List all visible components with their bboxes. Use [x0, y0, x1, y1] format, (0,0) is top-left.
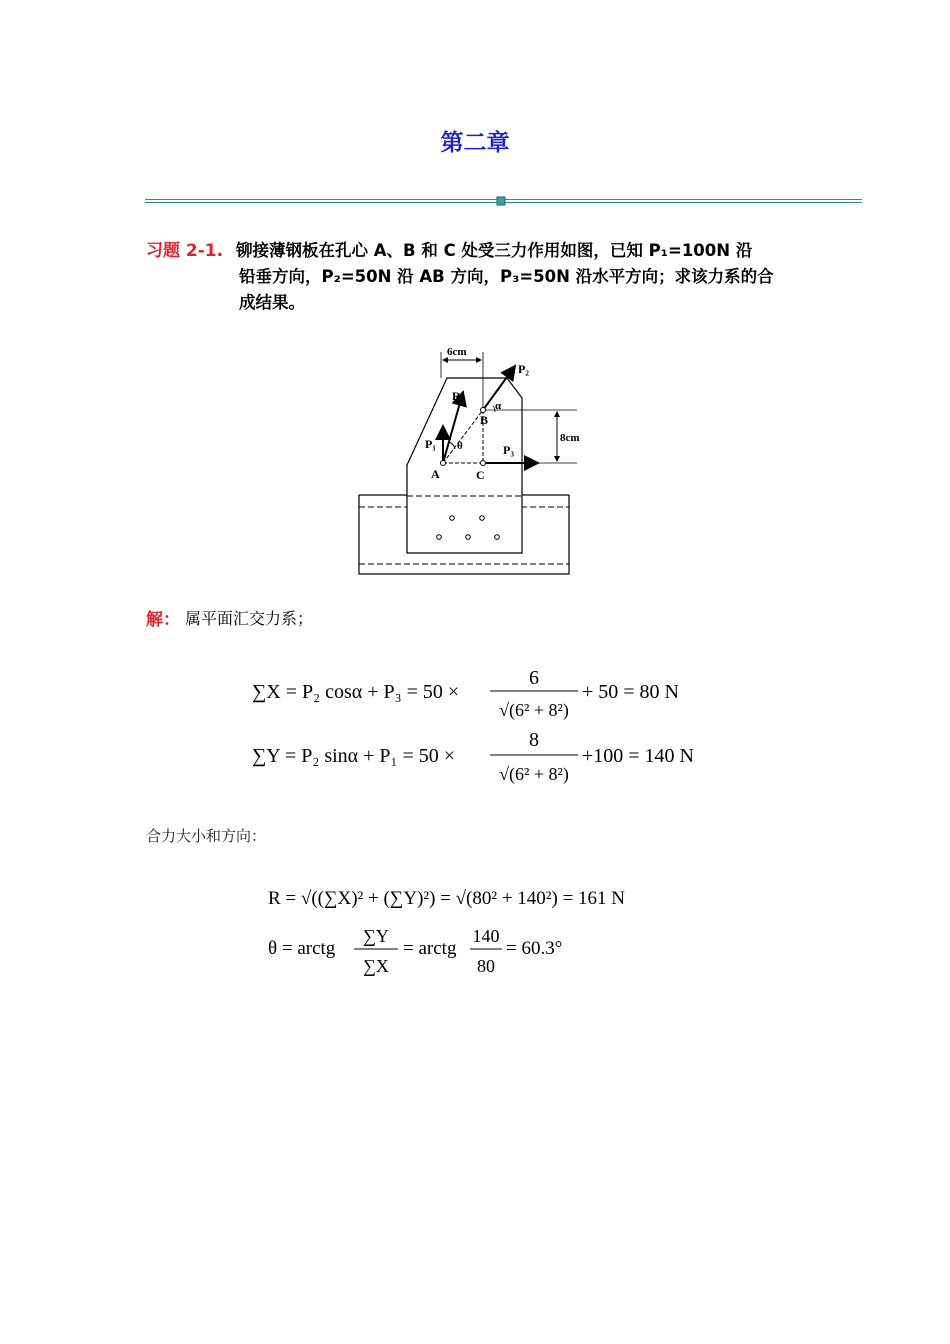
eq-x-lhs: ∑X = P₂ cosα + P₃ = 50 × [252, 681, 460, 703]
force-p3-label: P₃ [503, 443, 514, 457]
dim-width-label: 6cm [447, 346, 467, 358]
point-b-label: B [480, 413, 489, 427]
eq-x-denominator: √(6² + 8²) [499, 700, 569, 720]
eq-x-numerator: 6 [529, 667, 539, 689]
eq-theta-frac2-num: 140 [472, 926, 500, 946]
theta-label: θ [457, 440, 463, 452]
equation-resultant [268, 872, 698, 922]
solution-text: 属平面汇交力系； [185, 609, 314, 628]
problem-label: 习题 2-1. [146, 241, 224, 261]
eq-y-denominator: √(6² + 8²) [499, 764, 569, 784]
equation-sum-x [252, 660, 712, 730]
eq-y-rhs: +100 = 140 N [582, 745, 695, 767]
problem-text-line-2: 铅垂方向，P₂=50N 沿 AB 方向，P₃=50N 沿水平方向；求该力系的合 [239, 267, 774, 286]
point-c-label: C [476, 468, 485, 482]
problem-text-line-3: 成结果。 [239, 293, 305, 312]
equation-sum-y [252, 724, 712, 794]
resultant-label: R [452, 389, 461, 403]
result-label: 合力大小和方向： [146, 827, 267, 845]
eq-x-rhs: + 50 = 80 N [582, 681, 680, 703]
eq-theta-frac1-den: ∑X [363, 956, 389, 976]
eq-theta-lhs: θ = arctg [268, 938, 336, 959]
gusset-plate [407, 378, 522, 553]
point-a-label: A [431, 467, 440, 481]
section-divider [145, 196, 862, 208]
eq-theta-frac1-num: ∑Y [363, 926, 389, 946]
dim-height-label: 8cm [560, 432, 580, 444]
problem-text-line-1: 铆接薄钢板在孔心 A、B 和 C 处受三力作用如图，已知 P₁=100N 沿 [236, 241, 753, 260]
force-p2-label: P₂ [518, 362, 529, 376]
steel-plate-figure [355, 340, 580, 580]
eq-theta-rhs: = 60.3° [506, 938, 563, 959]
eq-theta-mid: = arctg [403, 938, 457, 959]
force-p1-label: P₁ [425, 437, 436, 451]
chapter-title: 第二章 [440, 130, 510, 156]
eq-theta-frac2-den: 80 [477, 956, 495, 976]
eq-y-numerator: 8 [529, 729, 539, 751]
eq-r-text: R = √((∑X)² + (∑Y)²) = √(80² + 140²) = 161 N [268, 888, 626, 909]
eq-y-lhs: ∑Y = P₂ sinα + P₁ = 50 × [252, 745, 456, 767]
solution-label: 解： [146, 610, 180, 630]
equation-theta [268, 918, 598, 984]
alpha-label: α [495, 400, 502, 412]
